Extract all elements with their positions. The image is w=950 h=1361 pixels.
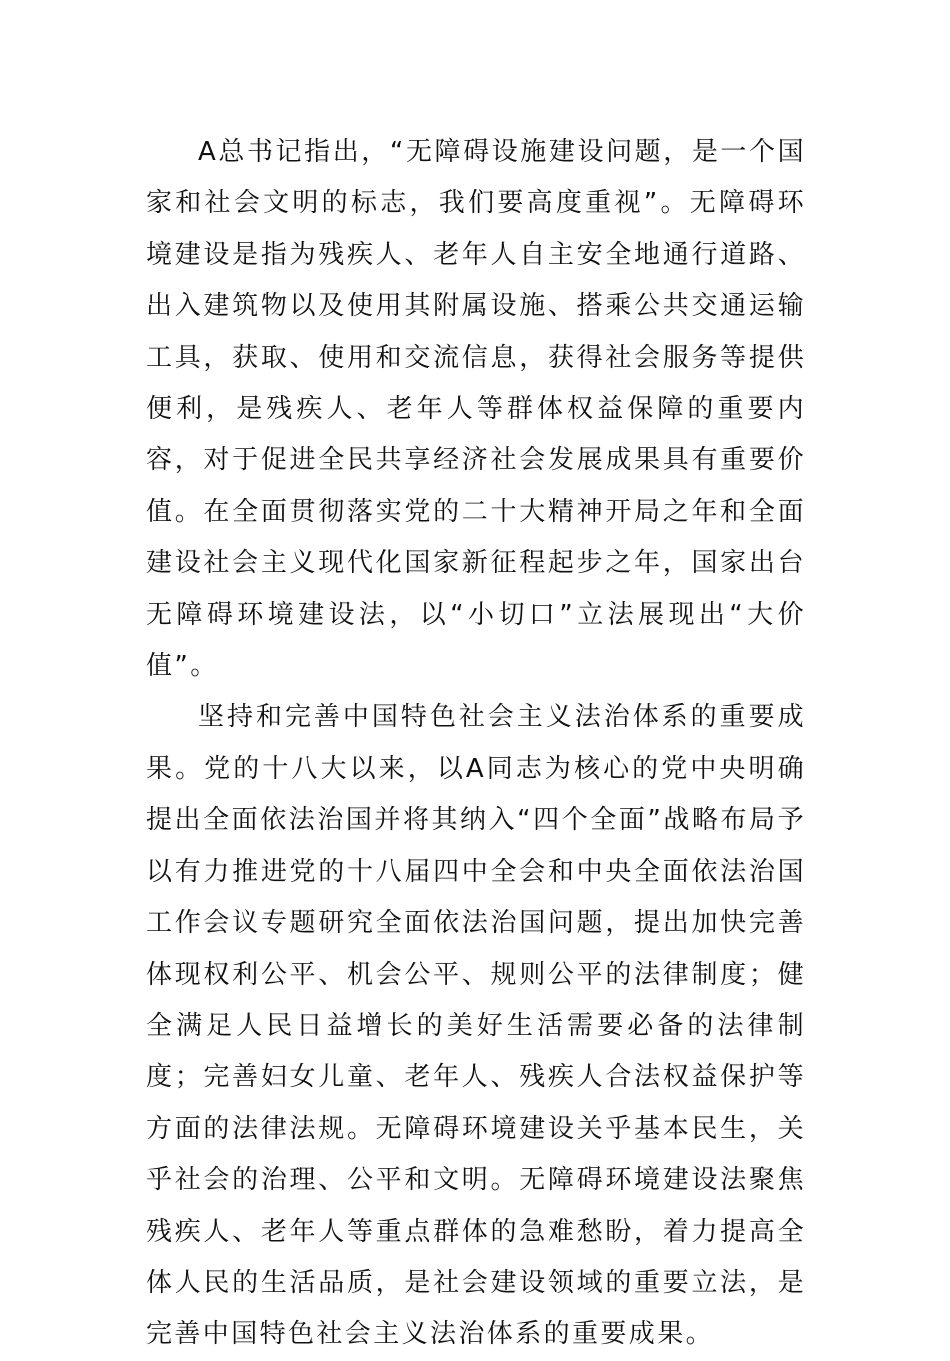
document-body — [146, 127, 806, 1361]
paragraph-2: 坚持和完善中国特色社会主义法治体系的重要成果。党的十八大以来，以A同志为核心的党中央明确提出全面依法治国并将其纳入“四个全面”战略布局予以有力推进党的十八届四中全会和中央全面依法治国工作会议专题研究全面依法治国问题，提出加快完善体现权利公平、机会公平、规则公平的法律制度；健全满足人民日益增长的美好生活需要必备的法律制度；完善妇女儿童、老年人、残疾人合法权益保护等方面的法律法规。无障碍环境建设关乎基本民生，关乎社会的治理、公平和文明。无障碍环境建设法聚焦残疾人、老年人等重点群体的急难愁盼，着力提高全体人民的生活品质，是社会建设领域的重要立法，是完善中国特色社会主义法治体系的重要成果。 — [146, 702, 806, 1350]
paragraph-1: A总书记指出，“无障碍设施建设问题，是一个国家和社会文明的标志，我们要高度重视”。无障碍环境建设是指为残疾人、老年人自主安全地通行道路、出入建筑物以及使用其附属设施、搭乘公共交通运输工具，获取、使用和交流信息，获得社会服务等提供便利，是残疾人、老年人等群体权益保障的重要内容，对于促进全民共享经济社会发展成果具有重要价值。在全面贯彻落实党的二十大精神开局之年和全面建设社会主义现代化国家新征程起步之年，国家出台无障碍环境建设法，以“小切口”立法展现出“大价值”。 — [146, 137, 806, 682]
